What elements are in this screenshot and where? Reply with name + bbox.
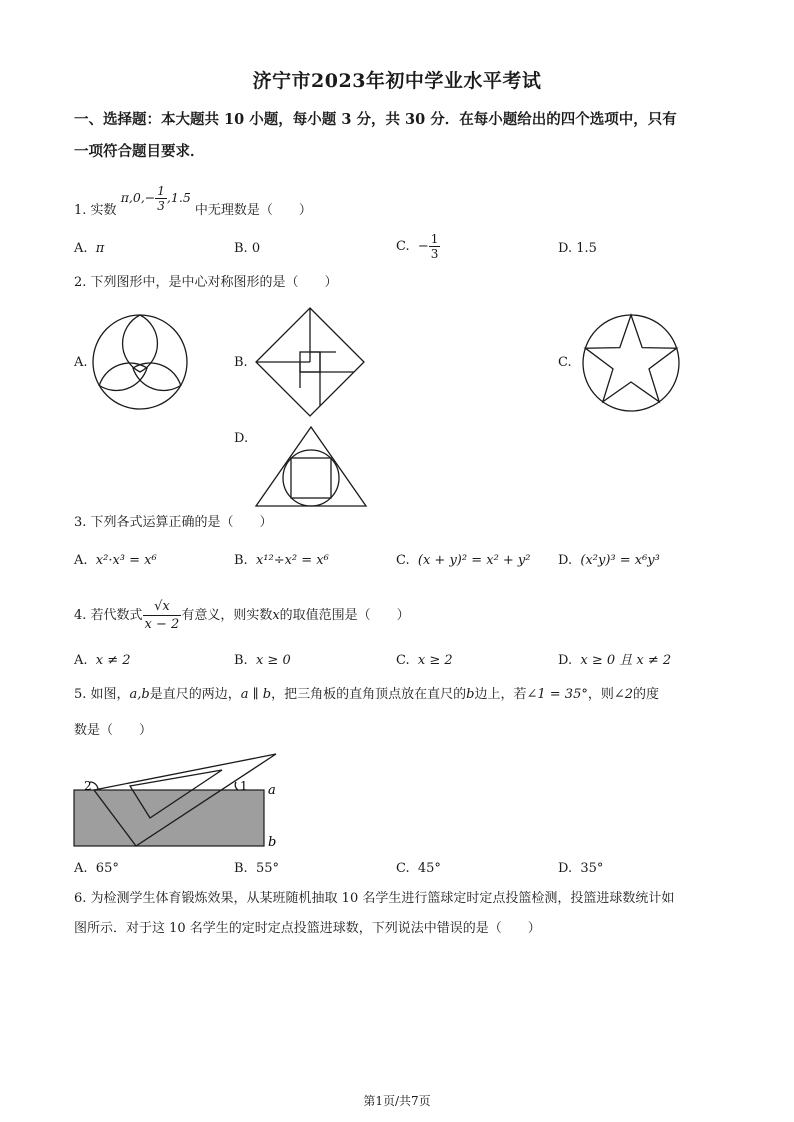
outer-circle — [93, 315, 187, 409]
q4-option-c[interactable] — [396, 650, 453, 672]
q4-stem-mid: 有意义，则实数 — [181, 608, 273, 623]
section-heading-line2: 一项符合题目要求． — [74, 143, 205, 160]
q4-frac-num: √x — [143, 598, 182, 616]
question-6-line2: 图所示．对于这 10 名学生的定时定点投篮进球数，下列说法中错误的是（ ） — [74, 921, 541, 936]
option-label: A. — [74, 653, 88, 668]
q2-figure-d[interactable] — [254, 424, 368, 510]
q1-option-c[interactable] — [396, 232, 440, 261]
petal-right — [133, 363, 181, 390]
option-label: D. — [558, 653, 573, 668]
question-6-line1: 6. 为检测学生体育锻炼效果，从某班随机抽取 10 名学生进行篮球定时定点投篮检测，投篮进球数统计如 — [74, 891, 675, 906]
q4-stem-post: 的取值范围是（ ） — [279, 608, 410, 623]
q5-text: 是直尺的两边， — [149, 687, 241, 702]
question-2: 2. 下列图形中，是中心对称图形的是（ ） — [74, 275, 338, 290]
question-3: 3. 下列各式运算正确的是（ ） — [74, 515, 273, 530]
q1-series-prefix: π,0,− — [120, 190, 156, 205]
option-label: C. — [396, 861, 410, 876]
q5-option-b[interactable] — [234, 858, 279, 880]
outer-triangle — [256, 427, 366, 506]
q2-figure-c[interactable] — [580, 312, 682, 414]
q5-angle2: ∠2 — [613, 687, 634, 702]
option-label: B. — [234, 861, 248, 876]
option-label: B. — [234, 553, 248, 568]
q2-label-d[interactable]: D. — [234, 431, 249, 446]
q1-option-c-fraction — [429, 232, 441, 261]
q3-option-c[interactable] — [396, 550, 531, 572]
option-value: 45° — [417, 861, 441, 876]
q4-option-d[interactable] — [558, 650, 671, 672]
q5-text: 边上，若 — [474, 687, 527, 702]
q4-option-b[interactable] — [234, 650, 291, 672]
option-expr: x ≥ 0 — [255, 653, 291, 668]
option-expr: (x + y)² = x² + y² — [417, 553, 531, 568]
option-label: A. — [74, 241, 88, 256]
section-heading-line1: 一、选择题：本大题共 10 小题，每小题 3 分，共 30 分．在每小题给出的四个选项中，只有 — [74, 111, 677, 128]
option-label: D. — [558, 241, 573, 256]
q3-option-a[interactable] — [74, 550, 157, 572]
question-5-line2: 数是（ ） — [74, 723, 153, 738]
option-expr: x²·x³ = x⁶ — [95, 553, 157, 568]
q4-option-a[interactable] — [74, 650, 131, 672]
option-expr: x ≥ 2 — [417, 653, 453, 668]
q1-series-suffix: ,1.5 — [166, 190, 191, 205]
q2-label-b[interactable]: B. — [234, 355, 248, 370]
option-value: 55° — [255, 861, 279, 876]
option-value: 0 — [251, 241, 261, 256]
q4-frac-den: x − 2 — [144, 617, 180, 632]
page-footer: 第1页/共7页 — [363, 1094, 431, 1108]
frac-den: 3 — [430, 247, 439, 261]
option-label: D. — [558, 553, 573, 568]
q3-option-b[interactable] — [234, 550, 329, 572]
q5-text: ，把三角板的直角顶点放在直尺的 — [271, 687, 467, 702]
q5-var-b: b — [466, 687, 475, 702]
q1-frac-num: 1 — [157, 184, 165, 198]
question-4 — [74, 598, 724, 633]
q2-figure-b[interactable] — [254, 306, 366, 418]
option-value: 35° — [580, 861, 604, 876]
q5-angle1: ∠1 = 35° — [526, 687, 588, 702]
label-a: a — [268, 783, 276, 798]
q1-option-d[interactable] — [558, 238, 597, 260]
q2-label-c[interactable]: C. — [558, 355, 572, 370]
option-value: 65° — [95, 861, 119, 876]
option-label: C. — [396, 553, 410, 568]
option-label: B. — [234, 653, 248, 668]
q4-stem-pre: 4. 若代数式 — [74, 608, 143, 623]
q1-stem-pre: 1. 实数 — [74, 203, 117, 218]
q1-series-fraction — [155, 184, 167, 213]
q5-text: ，则 — [587, 687, 614, 702]
q2-label-a[interactable]: A. — [74, 355, 88, 370]
q5-parallel: a ∥ b — [240, 687, 272, 702]
q1-stem-post: 中无理数是（ ） — [194, 203, 312, 218]
option-value: 1.5 — [576, 241, 597, 256]
label-2: 2 — [84, 779, 92, 793]
option-sign: − — [417, 239, 429, 254]
q5-text: 的度 — [633, 687, 660, 702]
q2-figure-a[interactable] — [90, 312, 190, 412]
petal-left — [99, 363, 147, 390]
q1-option-b[interactable] — [234, 238, 260, 260]
option-label: A. — [74, 553, 88, 568]
ruler — [74, 790, 264, 846]
option-value: π — [95, 241, 105, 256]
option-label: A. — [74, 861, 88, 876]
q5-option-a[interactable] — [74, 858, 119, 880]
page-title: 济宁市2023年初中学业水平考试 — [252, 70, 542, 92]
q4-var: x — [272, 608, 280, 623]
q3-option-d[interactable] — [558, 550, 660, 572]
question-1 — [74, 184, 724, 225]
q5-figure[interactable] — [70, 748, 290, 852]
q5-option-d[interactable] — [558, 858, 603, 880]
angle-1-arc — [235, 782, 238, 790]
q1-frac-den: 3 — [157, 199, 165, 213]
frac-num: 1 — [430, 232, 439, 246]
option-label: D. — [558, 861, 573, 876]
q1-option-a[interactable] — [74, 238, 104, 260]
q1-series — [120, 184, 191, 213]
q5-vars: a,b — [129, 687, 150, 702]
outer-circle — [583, 315, 679, 411]
label-b: b — [268, 835, 277, 850]
option-expr: x ≥ 0 且 x ≠ 2 — [580, 653, 672, 668]
question-5-line1 — [74, 684, 734, 706]
option-expr: x¹²÷x² = x⁶ — [255, 553, 329, 568]
option-expr: (x²y)³ = x⁶y³ — [580, 553, 660, 568]
q4-fraction — [143, 598, 182, 633]
option-expr: x ≠ 2 — [95, 653, 131, 668]
option-label: B. — [234, 241, 248, 256]
option-label: C. — [396, 239, 410, 254]
label-1: 1 — [240, 779, 248, 793]
option-label: C. — [396, 653, 410, 668]
q5-text: 5. 如图， — [74, 687, 130, 702]
q5-option-c[interactable] — [396, 858, 441, 880]
inscribed-square — [291, 458, 331, 498]
